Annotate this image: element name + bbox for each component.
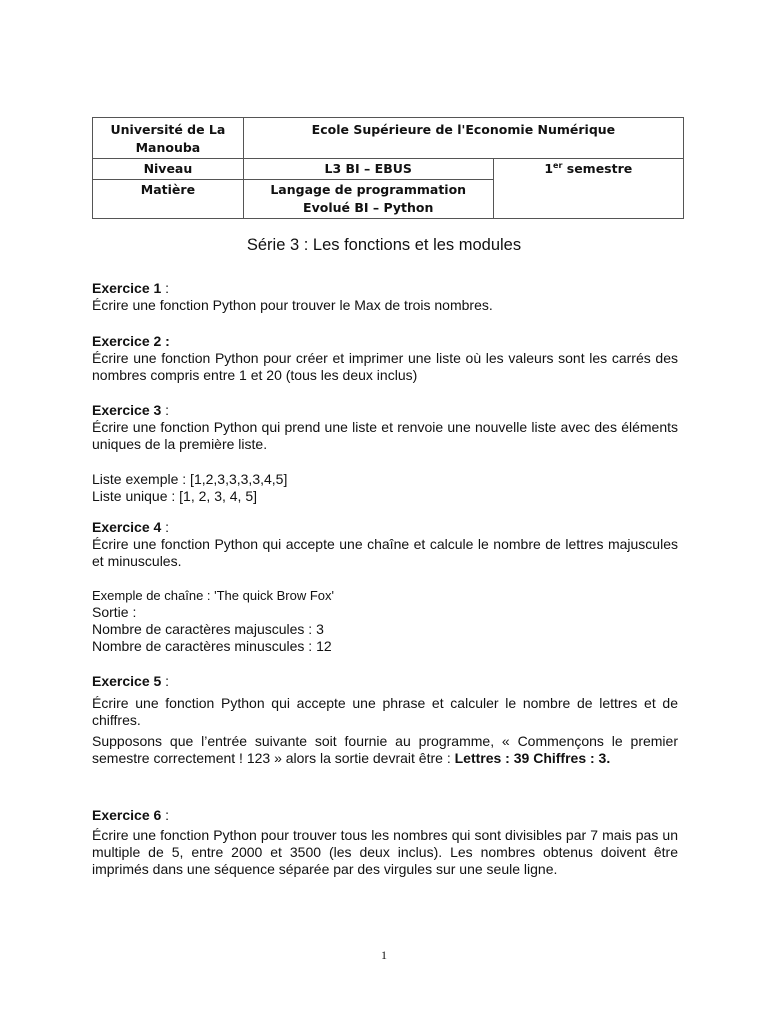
exercise-4-output-label: Sortie : <box>92 604 137 620</box>
semester-superscript: er <box>553 160 563 170</box>
school-cell: Ecole Supérieure de l'Economie Numérique <box>243 118 683 159</box>
semester-word: semestre <box>566 161 633 176</box>
exercise-3-heading: Exercice 3 <box>92 402 162 418</box>
exercise-3-example-1: Liste exemple : [1,2,3,3,3,3,4,5] <box>92 471 288 487</box>
exercise-5 <box>92 673 678 767</box>
exercise-4-output-1: Nombre de caractères majuscules : 3 <box>92 621 324 637</box>
exercise-2-heading: Exercice 2 : <box>92 333 170 349</box>
exercise-5-text: Écrire une fonction Python qui accepte une phrase et calculer le nombre de lettres et de chiffres. <box>92 695 678 728</box>
exercise-1 <box>92 280 678 314</box>
niveau-value: L3 BI – EBUS <box>243 159 493 180</box>
exercise-4-output-2: Nombre de caractères minuscules : 12 <box>92 638 332 654</box>
exercise-1-text: Écrire une fonction Python pour trouver le Max de trois nombres. <box>92 297 493 313</box>
page-title: Série 3 : Les fonctions et les modules <box>246 236 522 254</box>
exercise-1-heading: Exercice 1 <box>92 280 162 296</box>
exercise-2-text: Écrire une fonction Python pour créer et imprimer une liste où les valeurs sont les carrés des nombres compris entre 1 et 20 (tous les deux inclus) <box>92 350 678 383</box>
course-header-table <box>92 117 684 219</box>
exercise-6-sep: : <box>161 807 170 823</box>
exercise-5-sep: : <box>161 673 170 689</box>
exercise-4-example: Exemple de chaîne : 'The quick Brow Fox' <box>92 588 334 603</box>
exercise-1-sep: : <box>161 280 170 296</box>
exercise-4-sep: : <box>161 519 170 535</box>
exercise-6-text: Écrire une fonction Python pour trouver tous les nombres qui sont divisibles par 7 mais pas un multiple de 5, entre 2000 et 3500 (les deux inclus). Les nombres obtenus doivent être imprimés dans une séquence séparée par des virgules sur une seule ligne. <box>92 827 678 877</box>
exercise-5-heading: Exercice 5 <box>92 673 162 689</box>
matiere-label: Matière <box>93 180 244 219</box>
semester-cell <box>493 159 683 219</box>
niveau-label: Niveau <box>93 159 244 180</box>
exercise-5-result-letters: Lettres : 39 <box>454 750 530 766</box>
exercise-4-text: Écrire une fonction Python qui accepte une chaîne et calcule le nombre de lettres majuscules et minuscules. <box>92 536 678 569</box>
exercise-3-text: Écrire une fonction Python qui prend une liste et renvoie une nouvelle liste avec des éléments uniques de la première liste. <box>92 419 678 452</box>
exercise-6 <box>92 807 678 878</box>
page-number: 1 <box>381 948 387 962</box>
exercise-5-text-2: Supposons que l’entrée suivante soit fournie au programme, « Commençons le premier semestre correctement ! 123 » alors la sortie devrait être : Lettres : 39 Chiffres : 3. <box>92 733 678 766</box>
exercise-3-sep: : <box>161 402 170 418</box>
exercise-3-example-2: Liste unique : [1, 2, 3, 4, 5] <box>92 488 257 504</box>
matiere-value: Langage de programmation Evolué BI – Python <box>243 180 493 219</box>
exercise-4 <box>92 519 678 655</box>
semester-number: 1 <box>544 161 554 176</box>
exercise-5-text-2-body: Supposons que l’entrée suivante soit fournie au programme, « Commençons le premier semestre correctement ! 123 » alors la sortie devrait être : <box>92 733 678 766</box>
exercise-3 <box>92 402 678 505</box>
university-cell: Université de La Manouba <box>93 118 244 159</box>
exercise-6-heading: Exercice 6 <box>92 807 162 823</box>
exercise-4-heading: Exercice 4 <box>92 519 162 535</box>
exercise-5-result-digits: Chiffres : 3 <box>533 750 607 766</box>
exercise-2 <box>92 333 678 384</box>
